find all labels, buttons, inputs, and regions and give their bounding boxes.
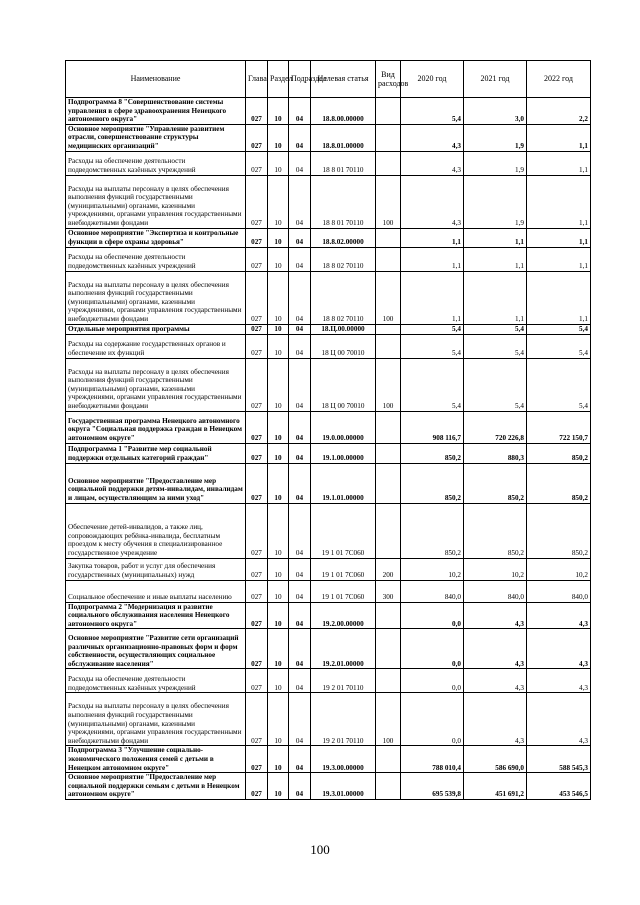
row-chapter: 027 bbox=[246, 358, 268, 411]
row-section: 10 bbox=[268, 271, 289, 324]
row-expense-type bbox=[376, 334, 401, 358]
row-expense-type: 100 bbox=[376, 175, 401, 228]
header-expense-type: Вид расходов bbox=[376, 61, 401, 98]
row-amount-2021: 5,4 bbox=[464, 334, 527, 358]
row-amount-2021: 850,2 bbox=[464, 463, 527, 503]
row-section: 10 bbox=[268, 324, 289, 334]
row-name: Закупка товаров, работ и услуг для обеспечения государственных (муниципальных) нужд bbox=[66, 558, 246, 580]
row-section: 10 bbox=[268, 773, 289, 800]
row-section: 10 bbox=[268, 358, 289, 411]
row-section: 10 bbox=[268, 411, 289, 443]
row-name: Расходы на выплаты персоналу в целях обеспечения выполнения функций государственными (муниципальными) органами, казенными учреждениями, органами управления государственными внебюджетными фондами bbox=[66, 175, 246, 228]
header-year-2020: 2020 год bbox=[401, 61, 464, 98]
table-row bbox=[66, 411, 591, 443]
row-chapter: 027 bbox=[246, 98, 268, 125]
row-expense-type bbox=[376, 411, 401, 443]
row-chapter: 027 bbox=[246, 324, 268, 334]
row-name: Основное мероприятие "Управление развитием отрасли, совершенствование структуры медицинских организаций" bbox=[66, 124, 246, 151]
row-amount-2020: 5,4 bbox=[401, 324, 464, 334]
row-section: 10 bbox=[268, 558, 289, 580]
row-subsection: 04 bbox=[289, 746, 311, 773]
row-target-article: 18 8 01 70110 bbox=[311, 151, 376, 175]
header-chapter: Глава bbox=[246, 61, 268, 98]
row-target-article: 18.Ц.00.00000 bbox=[311, 324, 376, 334]
row-amount-2022: 4,3 bbox=[527, 629, 591, 669]
row-target-article: 19 1 01 7С060 bbox=[311, 580, 376, 602]
table-row bbox=[66, 746, 591, 773]
row-chapter: 027 bbox=[246, 503, 268, 558]
row-amount-2021: 850,2 bbox=[464, 503, 527, 558]
row-amount-2021: 1,1 bbox=[464, 228, 527, 247]
row-expense-type bbox=[376, 124, 401, 151]
row-amount-2021: 1,1 bbox=[464, 247, 527, 271]
row-subsection: 04 bbox=[289, 629, 311, 669]
row-name: Расходы на выплаты персоналу в целях обеспечения выполнения функций государственными (муниципальными) органами, казенными учреждениями, органами управления государственными внебюджетными фондами bbox=[66, 693, 246, 746]
row-amount-2021: 1,9 bbox=[464, 151, 527, 175]
row-name: Основное мероприятие "Экспертиза и контрольные функции в сфере охраны здоровья" bbox=[66, 228, 246, 247]
row-target-article: 18.8.00.00000 bbox=[311, 98, 376, 125]
row-section: 10 bbox=[268, 693, 289, 746]
row-amount-2022: 4,3 bbox=[527, 669, 591, 693]
row-subsection: 04 bbox=[289, 175, 311, 228]
row-amount-2021: 720 226,8 bbox=[464, 411, 527, 443]
row-amount-2022: 850,2 bbox=[527, 463, 591, 503]
row-amount-2020: 0,0 bbox=[401, 602, 464, 629]
table-body bbox=[66, 98, 591, 800]
row-subsection: 04 bbox=[289, 98, 311, 125]
row-expense-type bbox=[376, 602, 401, 629]
row-target-article: 18 8 02 70110 bbox=[311, 271, 376, 324]
row-chapter: 027 bbox=[246, 693, 268, 746]
row-subsection: 04 bbox=[289, 443, 311, 463]
row-subsection: 04 bbox=[289, 669, 311, 693]
row-amount-2022: 1,1 bbox=[527, 151, 591, 175]
row-chapter: 027 bbox=[246, 629, 268, 669]
header-year-2022: 2022 год bbox=[527, 61, 591, 98]
row-expense-type bbox=[376, 746, 401, 773]
row-amount-2021: 451 691,2 bbox=[464, 773, 527, 800]
row-target-article: 19 2 01 70110 bbox=[311, 669, 376, 693]
row-target-article: 19.2.00.00000 bbox=[311, 602, 376, 629]
row-amount-2022: 2,2 bbox=[527, 98, 591, 125]
row-amount-2022: 4,3 bbox=[527, 602, 591, 629]
row-expense-type bbox=[376, 151, 401, 175]
row-section: 10 bbox=[268, 580, 289, 602]
row-amount-2022: 5,4 bbox=[527, 324, 591, 334]
row-amount-2022: 1,1 bbox=[527, 124, 591, 151]
row-name: Расходы на содержание государственных органов и обеспечение их функций bbox=[66, 334, 246, 358]
row-chapter: 027 bbox=[246, 669, 268, 693]
row-name: Основное мероприятие "Предоставление мер социальной поддержки семьям с детьми в Ненецком автономном округе" bbox=[66, 773, 246, 800]
row-chapter: 027 bbox=[246, 151, 268, 175]
row-subsection: 04 bbox=[289, 411, 311, 443]
row-amount-2021: 4,3 bbox=[464, 602, 527, 629]
table-row bbox=[66, 629, 591, 669]
row-amount-2020: 1,1 bbox=[401, 247, 464, 271]
row-expense-type bbox=[376, 773, 401, 800]
row-subsection: 04 bbox=[289, 773, 311, 800]
row-expense-type: 200 bbox=[376, 558, 401, 580]
row-amount-2021: 880,3 bbox=[464, 443, 527, 463]
row-section: 10 bbox=[268, 629, 289, 669]
row-target-article: 19.3.01.00000 bbox=[311, 773, 376, 800]
row-amount-2022: 5,4 bbox=[527, 358, 591, 411]
row-amount-2022: 840,0 bbox=[527, 580, 591, 602]
row-section: 10 bbox=[268, 746, 289, 773]
row-target-article: 19 1 01 7С060 bbox=[311, 503, 376, 558]
row-amount-2022: 1,1 bbox=[527, 271, 591, 324]
row-section: 10 bbox=[268, 463, 289, 503]
budget-table bbox=[65, 60, 591, 800]
row-chapter: 027 bbox=[246, 175, 268, 228]
table-row bbox=[66, 693, 591, 746]
table-row bbox=[66, 358, 591, 411]
row-subsection: 04 bbox=[289, 503, 311, 558]
row-name: Обеспечение детей-инвалидов, а также лиц, сопровождающих ребёнка-инвалида, бесплатным проездом к месту обучения в специализированное государственное учреждение bbox=[66, 503, 246, 558]
row-section: 10 bbox=[268, 228, 289, 247]
table-row bbox=[66, 324, 591, 334]
row-expense-type bbox=[376, 443, 401, 463]
table-row bbox=[66, 580, 591, 602]
row-amount-2020: 10,2 bbox=[401, 558, 464, 580]
row-amount-2020: 788 010,4 bbox=[401, 746, 464, 773]
row-amount-2020: 908 116,7 bbox=[401, 411, 464, 443]
row-amount-2020: 0,0 bbox=[401, 669, 464, 693]
row-expense-type: 100 bbox=[376, 358, 401, 411]
row-chapter: 027 bbox=[246, 271, 268, 324]
table-row bbox=[66, 334, 591, 358]
table-row bbox=[66, 228, 591, 247]
table-row bbox=[66, 503, 591, 558]
table-row bbox=[66, 558, 591, 580]
table-row bbox=[66, 247, 591, 271]
row-chapter: 027 bbox=[246, 247, 268, 271]
row-subsection: 04 bbox=[289, 151, 311, 175]
row-target-article: 19 1 01 7С060 bbox=[311, 558, 376, 580]
row-amount-2020: 0,0 bbox=[401, 693, 464, 746]
row-subsection: 04 bbox=[289, 602, 311, 629]
row-subsection: 04 bbox=[289, 693, 311, 746]
row-amount-2021: 840,0 bbox=[464, 580, 527, 602]
row-amount-2020: 1,1 bbox=[401, 271, 464, 324]
table-row bbox=[66, 463, 591, 503]
row-chapter: 027 bbox=[246, 602, 268, 629]
row-subsection: 04 bbox=[289, 271, 311, 324]
row-expense-type: 300 bbox=[376, 580, 401, 602]
table-row bbox=[66, 124, 591, 151]
row-name: Расходы на обеспечение деятельности подведомственных казённых учреждений bbox=[66, 151, 246, 175]
row-target-article: 19.1.01.00000 bbox=[311, 463, 376, 503]
row-chapter: 027 bbox=[246, 746, 268, 773]
row-amount-2020: 0,0 bbox=[401, 629, 464, 669]
row-expense-type: 100 bbox=[376, 271, 401, 324]
row-amount-2022: 722 150,7 bbox=[527, 411, 591, 443]
row-target-article: 18 Ц 00 70010 bbox=[311, 334, 376, 358]
row-amount-2021: 1,1 bbox=[464, 271, 527, 324]
row-name: Подпрограмма 8 "Совершенствование системы управления в сфере здравоохранения Ненецкого автономного округа" bbox=[66, 98, 246, 125]
row-chapter: 027 bbox=[246, 558, 268, 580]
header-year-2021: 2021 год bbox=[464, 61, 527, 98]
table-row bbox=[66, 271, 591, 324]
row-name: Расходы на выплаты персоналу в целях обеспечения выполнения функций государственными (муниципальными) органами, казенными учреждениями, органами управления государственными внебюджетными фондами bbox=[66, 271, 246, 324]
header-section: Раздел bbox=[268, 61, 289, 98]
row-section: 10 bbox=[268, 151, 289, 175]
row-amount-2022: 1,1 bbox=[527, 175, 591, 228]
row-amount-2020: 850,2 bbox=[401, 503, 464, 558]
row-expense-type bbox=[376, 669, 401, 693]
row-amount-2021: 4,3 bbox=[464, 693, 527, 746]
row-amount-2020: 850,2 bbox=[401, 463, 464, 503]
row-subsection: 04 bbox=[289, 463, 311, 503]
row-amount-2020: 850,2 bbox=[401, 443, 464, 463]
table-row bbox=[66, 602, 591, 629]
row-chapter: 027 bbox=[246, 411, 268, 443]
row-section: 10 bbox=[268, 443, 289, 463]
page-number: 100 bbox=[310, 842, 330, 857]
row-target-article: 18.8.02.00000 bbox=[311, 228, 376, 247]
row-amount-2020: 840,0 bbox=[401, 580, 464, 602]
row-chapter: 027 bbox=[246, 124, 268, 151]
table-row bbox=[66, 151, 591, 175]
row-amount-2020: 5,4 bbox=[401, 334, 464, 358]
row-subsection: 04 bbox=[289, 228, 311, 247]
row-subsection: 04 bbox=[289, 324, 311, 334]
row-chapter: 027 bbox=[246, 580, 268, 602]
row-section: 10 bbox=[268, 669, 289, 693]
row-target-article: 18.8.01.00000 bbox=[311, 124, 376, 151]
table-row bbox=[66, 443, 591, 463]
row-target-article: 18 8 01 70110 bbox=[311, 175, 376, 228]
row-amount-2021: 3,0 bbox=[464, 98, 527, 125]
row-expense-type bbox=[376, 463, 401, 503]
row-chapter: 027 bbox=[246, 334, 268, 358]
table-row bbox=[66, 669, 591, 693]
row-name: Подпрограмма 3 "Улучшение социально-экономического положения семей с детьми в Ненецком автономном округе" bbox=[66, 746, 246, 773]
row-amount-2020: 4,3 bbox=[401, 151, 464, 175]
header-row bbox=[66, 61, 591, 98]
row-amount-2022: 1,1 bbox=[527, 247, 591, 271]
header-name: Наименование bbox=[66, 61, 246, 98]
table-row bbox=[66, 175, 591, 228]
row-expense-type bbox=[376, 247, 401, 271]
row-name: Отдельные мероприятия программы bbox=[66, 324, 246, 334]
header-subsection: Подраздел bbox=[289, 61, 311, 98]
header-target-article: Целевая статья bbox=[311, 61, 376, 98]
row-chapter: 027 bbox=[246, 463, 268, 503]
row-expense-type bbox=[376, 228, 401, 247]
row-amount-2022: 453 546,5 bbox=[527, 773, 591, 800]
row-amount-2022: 4,3 bbox=[527, 693, 591, 746]
row-amount-2021: 586 690,0 bbox=[464, 746, 527, 773]
row-name: Основное мероприятие "Предоставление мер социальной поддержки детям-инвалидам, инвалидам и лицам, осуществляющим за ними уход" bbox=[66, 463, 246, 503]
row-name: Государственная программа Ненецкого автономного округа "Социальная поддержка граждан в Ненецком автономном округе" bbox=[66, 411, 246, 443]
row-amount-2020: 4,3 bbox=[401, 175, 464, 228]
row-chapter: 027 bbox=[246, 228, 268, 247]
row-name: Расходы на обеспечение деятельности подведомственных казённых учреждений bbox=[66, 669, 246, 693]
row-target-article: 19.1.00.00000 bbox=[311, 443, 376, 463]
row-amount-2022: 588 545,3 bbox=[527, 746, 591, 773]
row-amount-2022: 850,2 bbox=[527, 443, 591, 463]
row-name: Расходы на выплаты персоналу в целях обеспечения выполнения функций государственными (муниципальными) органами, казенными учреждениями, органами управления государственными внебюджетными фондами bbox=[66, 358, 246, 411]
row-section: 10 bbox=[268, 503, 289, 558]
row-name: Расходы на обеспечение деятельности подведомственных казённых учреждений bbox=[66, 247, 246, 271]
row-expense-type bbox=[376, 503, 401, 558]
row-amount-2020: 4,3 bbox=[401, 124, 464, 151]
row-subsection: 04 bbox=[289, 358, 311, 411]
row-amount-2021: 10,2 bbox=[464, 558, 527, 580]
row-subsection: 04 bbox=[289, 247, 311, 271]
table-row bbox=[66, 98, 591, 125]
row-section: 10 bbox=[268, 334, 289, 358]
row-chapter: 027 bbox=[246, 773, 268, 800]
row-chapter: 027 bbox=[246, 443, 268, 463]
row-subsection: 04 bbox=[289, 124, 311, 151]
row-expense-type bbox=[376, 324, 401, 334]
row-section: 10 bbox=[268, 602, 289, 629]
row-expense-type bbox=[376, 98, 401, 125]
row-amount-2020: 1,1 bbox=[401, 228, 464, 247]
row-section: 10 bbox=[268, 124, 289, 151]
row-expense-type: 100 bbox=[376, 693, 401, 746]
row-amount-2021: 4,3 bbox=[464, 669, 527, 693]
row-expense-type bbox=[376, 629, 401, 669]
row-amount-2022: 5,4 bbox=[527, 334, 591, 358]
row-target-article: 19.3.00.00000 bbox=[311, 746, 376, 773]
row-target-article: 18 Ц 00 70010 bbox=[311, 358, 376, 411]
row-name: Основное мероприятие "Развитие сети организаций различных организационно-правовых форм и форм собственности, осуществляющих социальное обслуживание населения" bbox=[66, 629, 246, 669]
row-target-article: 19 2 01 70110 bbox=[311, 693, 376, 746]
row-section: 10 bbox=[268, 175, 289, 228]
row-section: 10 bbox=[268, 98, 289, 125]
row-amount-2022: 850,2 bbox=[527, 503, 591, 558]
row-name: Социальное обеспечение и иные выплаты населению bbox=[66, 580, 246, 602]
row-amount-2021: 5,4 bbox=[464, 358, 527, 411]
row-amount-2020: 695 539,8 bbox=[401, 773, 464, 800]
row-amount-2022: 1,1 bbox=[527, 228, 591, 247]
row-target-article: 19.0.00.00000 bbox=[311, 411, 376, 443]
row-subsection: 04 bbox=[289, 334, 311, 358]
row-name: Подпрограмма 2 "Модернизация и развитие социального обслуживания населения Ненецкого автономного округа" bbox=[66, 602, 246, 629]
row-amount-2021: 4,3 bbox=[464, 629, 527, 669]
row-amount-2021: 5,4 bbox=[464, 324, 527, 334]
row-name: Подпрограмма 1 "Развитие мер социальной поддержки отдельных категорий граждан" bbox=[66, 443, 246, 463]
row-amount-2021: 1,9 bbox=[464, 124, 527, 151]
row-amount-2022: 10,2 bbox=[527, 558, 591, 580]
table-row bbox=[66, 773, 591, 800]
row-amount-2020: 5,4 bbox=[401, 98, 464, 125]
row-section: 10 bbox=[268, 247, 289, 271]
row-subsection: 04 bbox=[289, 580, 311, 602]
row-amount-2021: 1,9 bbox=[464, 175, 527, 228]
row-target-article: 18 8 02 70110 bbox=[311, 247, 376, 271]
row-target-article: 19.2.01.00000 bbox=[311, 629, 376, 669]
row-subsection: 04 bbox=[289, 558, 311, 580]
row-amount-2020: 5,4 bbox=[401, 358, 464, 411]
